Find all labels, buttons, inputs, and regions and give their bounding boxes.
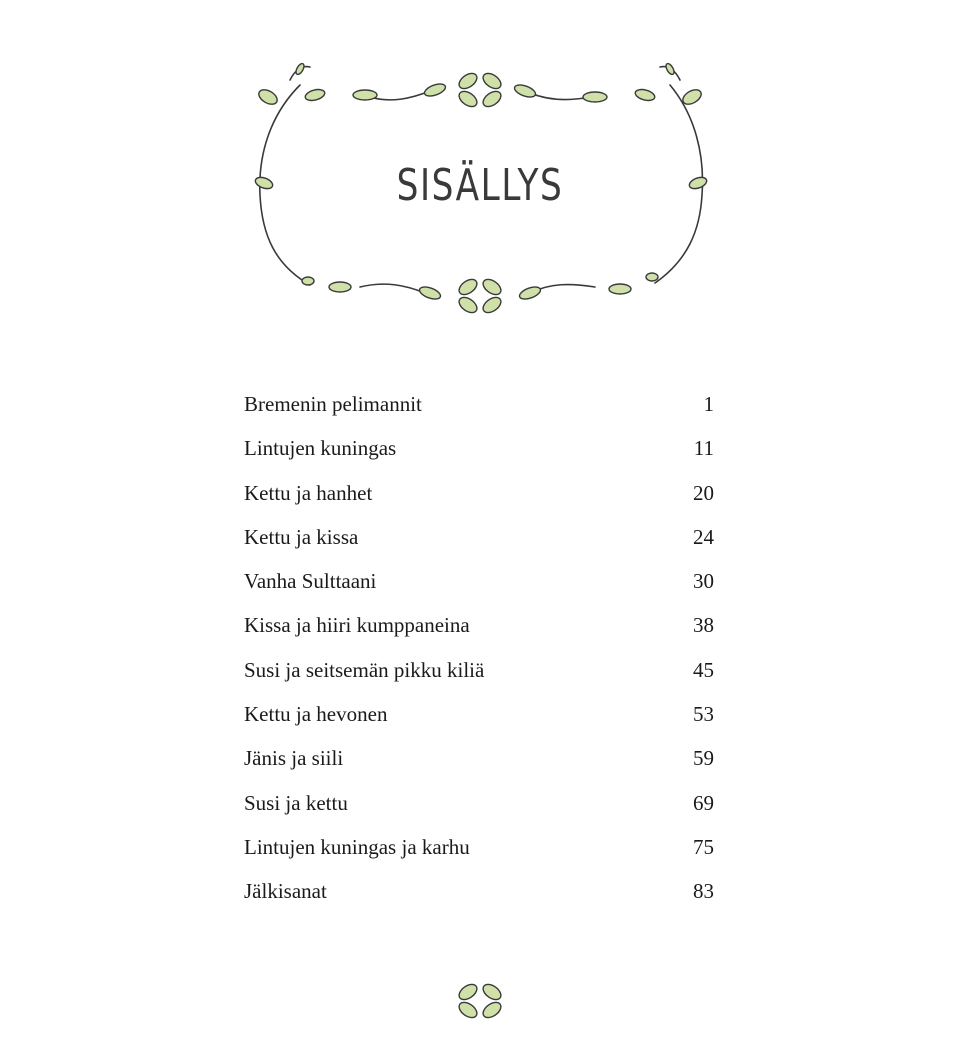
toc-entry-page: 53 xyxy=(693,702,714,727)
toc-entry-page: 75 xyxy=(693,834,714,859)
toc-entry-title: Susi ja kettu xyxy=(244,790,348,815)
toc-entry-page: 20 xyxy=(693,480,714,505)
toc-entry[interactable] xyxy=(244,382,714,426)
toc-entry[interactable] xyxy=(244,603,714,647)
toc-entry-page: 69 xyxy=(693,790,714,815)
toc-entry-title: Vanha Sulttaani xyxy=(244,569,377,594)
toc-entry[interactable] xyxy=(244,559,714,603)
toc-entry[interactable] xyxy=(244,471,714,515)
toc-entry-title: Kettu ja kissa xyxy=(244,524,359,549)
toc-entry[interactable] xyxy=(244,781,714,825)
toc-entry-title: Kettu ja hevonen xyxy=(244,702,388,727)
toc-entry-page: 38 xyxy=(693,613,714,638)
clover-ornament xyxy=(450,980,510,1020)
toc-entry-title: Lintujen kuningas ja karhu xyxy=(244,834,470,859)
clover-icon xyxy=(450,980,510,1020)
toc-entry-page: 59 xyxy=(693,746,714,771)
toc-entry-page: 30 xyxy=(693,569,714,594)
toc-entry[interactable] xyxy=(244,736,714,780)
toc-entry[interactable] xyxy=(244,692,714,736)
toc-entry[interactable] xyxy=(244,648,714,692)
toc-entry-page: 83 xyxy=(693,879,714,904)
page-title: SISÄLLYS xyxy=(396,160,564,211)
toc-entry-title: Bremenin pelimannit xyxy=(244,392,422,416)
toc-entry-page: 24 xyxy=(693,524,714,549)
toc-entry[interactable] xyxy=(244,825,714,869)
toc-entry-title: Susi ja seitsemän pikku kiliä xyxy=(244,657,485,682)
toc-entry-title: Jänis ja siili xyxy=(244,746,344,771)
toc-entry[interactable] xyxy=(244,869,714,913)
toc-entry[interactable] xyxy=(244,426,714,470)
toc-entry-title: Kissa ja hiiri kumppaneina xyxy=(244,613,470,638)
toc-entry-title: Jälkisanat xyxy=(244,879,327,904)
toc-entry-page: 45 xyxy=(693,657,714,682)
toc-entry[interactable] xyxy=(244,515,714,559)
table-of-contents xyxy=(244,382,714,914)
toc-entry-page: 1 xyxy=(703,392,714,416)
toc-entry-title: Kettu ja hanhet xyxy=(244,480,373,505)
toc-entry-title: Lintujen kuningas xyxy=(244,436,397,461)
toc-entry-page: 11 xyxy=(693,436,714,461)
